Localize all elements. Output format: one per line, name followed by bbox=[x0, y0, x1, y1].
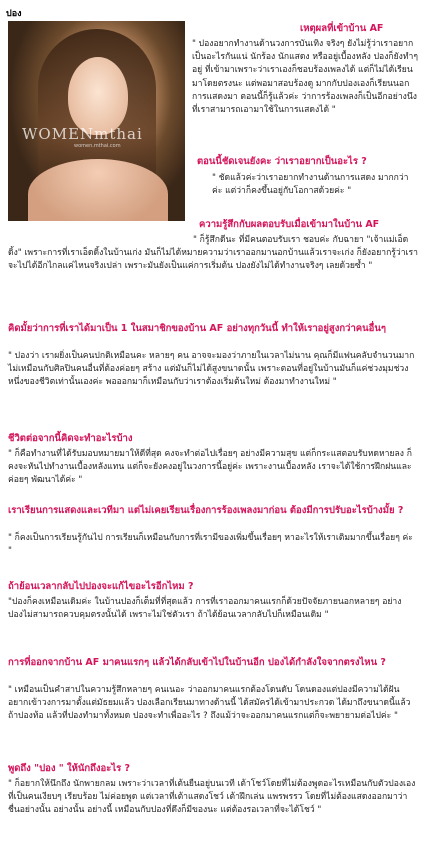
section-body: " ชัดแล้วค่ะว่าเราอยากทำงานด้านการแสดง มากกว่าค่ะ แต่ว่าก็คงขึ้นอยู่กับโอกาสด้วยค่ะ " bbox=[212, 173, 409, 197]
section-body: " ก็รู้สึกดีนะ ที่มีคนตอบรับเรา ชอบค่ะ กับฉายา "เจ้าแม่เอ็ดดิ้ง" เพราะการที่เราเอ็ดดิ้งในบ้านเก่ง มันก็ไม่ได้หมายความว่าเราออกมานอกบ้านแล้วเราจะเก่ง ก็ยังอยากรู้ว่าเราจะไปได้อีกไกลแค่ไหนจริงเปล่า เพราะมันยังเป็นแค่การเริ่มต้น ปองยังไม่ได้ทำงานจริงๆ เลยด้วยซ้ำ " bbox=[8, 235, 418, 272]
section-body: " ก็อยากให้นึกถึง นักพายกลม เพราะว่าเวลาที่เต้นยืนอยู่บนเวที เต้าโชว์โดยที่ไม่ต้องพูดอะไรเหมือนกับตัวปองเองที่เป็นคนเงียบๆ เรียบร้อย ไม่ค่อยพูด แต่เวลาที่เต้าแสดงโชว์ เต้าฝึกเล่น แพรพรรว โดยที่ไม่ต้องแสดงออกมาว่าชื่นอย่างนั้น อย่างนั้น อย่างนี้ เหมือนกับปองที่ดึงก็มีของนะ แต่ต้องรอเวลาที่จะได้โชว์ " bbox=[8, 779, 416, 816]
photo-shoulder-shape bbox=[28, 159, 168, 221]
section-heading: ตอนนี้ชัดเจนยังคะ ว่าเราอยากเป็นอะไร ? bbox=[197, 156, 367, 167]
section-body: " ปองว่า เราผยิ่งเป็นคนปกติเหมือนคะ หลายๆ คน อาจจะมองว่าภายในเวลาไม่นาน คุณก็มีแฟนคลับจำนวนมาก ไม่เหมือนกับศิลปินคนอื่นที่ต้องค่อยๆ สร้าง แต่มันก็ไม่ได้สูงขนาดนั้น เพราะตอนที่อยู่ในบ้านมันก็แค่ช่วงมุมช่วงหนึ่งของชีวิตเท่านั้นเองค่ะ พอออกมาก็เหมือนกับว่าเราต้องเริ่มต้นใหม่ ต้องมาทำงานใหม่ " bbox=[8, 351, 415, 388]
section-heading: ชีวิตต่อจากนี้คิดจะทำอะไรบ้าง bbox=[8, 433, 133, 444]
portrait-photo bbox=[8, 21, 185, 221]
section-heading: การที่ออกจากบ้าน AF มาคนแรกๆ แล้วได้กลับเข้าไปในบ้านอีก ปองได้กำลังใจจากตรงไหน ? bbox=[8, 657, 386, 668]
section-body: " ปองอยากทำงานด้านวงการบันเทิง จริงๆ ยังไม่รู้ว่าเราอยากเป็นอะไรกันแน่ นักร้อง นักแสดง หรืออยู่เบื้องหลัง ปองก็ยังทำๆ อยู่ ที่เข้ามาเพราะว่าเราเองก็ชอบร้องเพลงได้ แต่ก็ไม่ได้เรียนมาโดยตรงนะ แต่พอมาสอบร้องดู มากกับปองเองก็เรียนนอกการแสดงมา ตอนนี้ก็รู้แล้วค่ะ ว่าการร้องเพลงก็เป็นอีกอย่างนึงที่เราสามารถเอามาใช้ในการแสดงได้ " bbox=[192, 39, 418, 116]
photo-face-shape bbox=[68, 57, 128, 135]
section-heading: คิดมั้ยว่าการที่เราได้มาเป็น 1 ในสมาชิกของบ้าน AF อย่างทุกวันนี้ ทำให้เราอยู่สูงกว่าคนอื่นๆ bbox=[8, 323, 386, 334]
section-body: "ปองก็คงเหมือนเดิมค่ะ ในบ้านปองก็เต็มที่ที่สุดแล้ว การที่เราออกมาคนแรกก็ด้วยปัจจัยภายนอกหลายๆ อย่าง ปองไม่สามารถควบคุมตรงนั้นได้ เพราะไม่ใช่ตัวเรา ถ้าได้ย้อนเวลากลับไปก็เหมือนเดิม " bbox=[8, 597, 402, 621]
photo-watermark: WOMENmthai bbox=[22, 125, 143, 143]
section-heading: เราเรียนการแสดงและเวทีมา แต่ไม่เคยเรียนเรื่องการร้องเพลงมาก่อน ต้องมีการปรับอะไรบ้างมั้ย ? bbox=[8, 505, 404, 516]
photo-watermark-url: women.mthai.com bbox=[74, 143, 121, 149]
section-body: " เหมือนเป็นคำสาปในความรู้สึกหลายๆ คนเนอะ ว่าออกมาคนแรกต้องโดนดับ โดนดองแต่ปองมีความได้ฝันอยากเข้าวงการมาตั้งแต่มัธยมแล้ว ปองเลือกเรียนมาทางด้านนี้ ได้สมัครได้เข้ามาประกวด ได้มาถึงขนาดนี้แล้ว ถ้าปองท้อ แล้วที่ปองทำมาทั้งหมด ปองจะทำเพื่ออะไร ? ถึงแม้ว่าจะออกมาคนแรกแต่ก็จะพยายามต่อไปค่ะ " bbox=[8, 685, 411, 722]
section-body: " ก็คือทำงานที่ได้รับมอบหมายมาให้ดีที่สุด คงจะทำต่อไปเรื่อยๆ อย่างมีความสุข แต่ก็กระแสตอบรับหดหายลง ก็คงจะหันไปทำงานเบื้องหลังแทน แต่ก็จะยังคงอยู่ในวงการนี้อยู่ค่ะ เพราะงานเบื้องหลัง เราจะได้ใช้การฝึกฝนและค่อยๆ พัฒนาได้ค่ะ " bbox=[8, 449, 412, 486]
section-heading: ความรู้สึกกับผลตอบรับเมื่อเข้ามาในบ้าน AF bbox=[199, 219, 380, 230]
celebrity-name: ปอง bbox=[6, 9, 22, 19]
section-heading: ถ้าย้อนเวลากลับไปปองจะแก้ไขอะไรอีกไหม ? bbox=[8, 581, 194, 592]
section-body: " ก็คงเป็นการเรียนรู้กันไป การเรียนก็เหมือนกับการที่เรามีของเพิ่มขึ้นเรื่อยๆ หาอะไรให้เราเติมมากขึ้นเรื่อยๆ ค่ะ " bbox=[8, 533, 413, 557]
section-heading: เหตุผลที่เข้าบ้าน AF bbox=[300, 23, 384, 34]
section-heading: พูดถึง "ปอง " ให้นักถึงอะไร ? bbox=[8, 763, 131, 774]
